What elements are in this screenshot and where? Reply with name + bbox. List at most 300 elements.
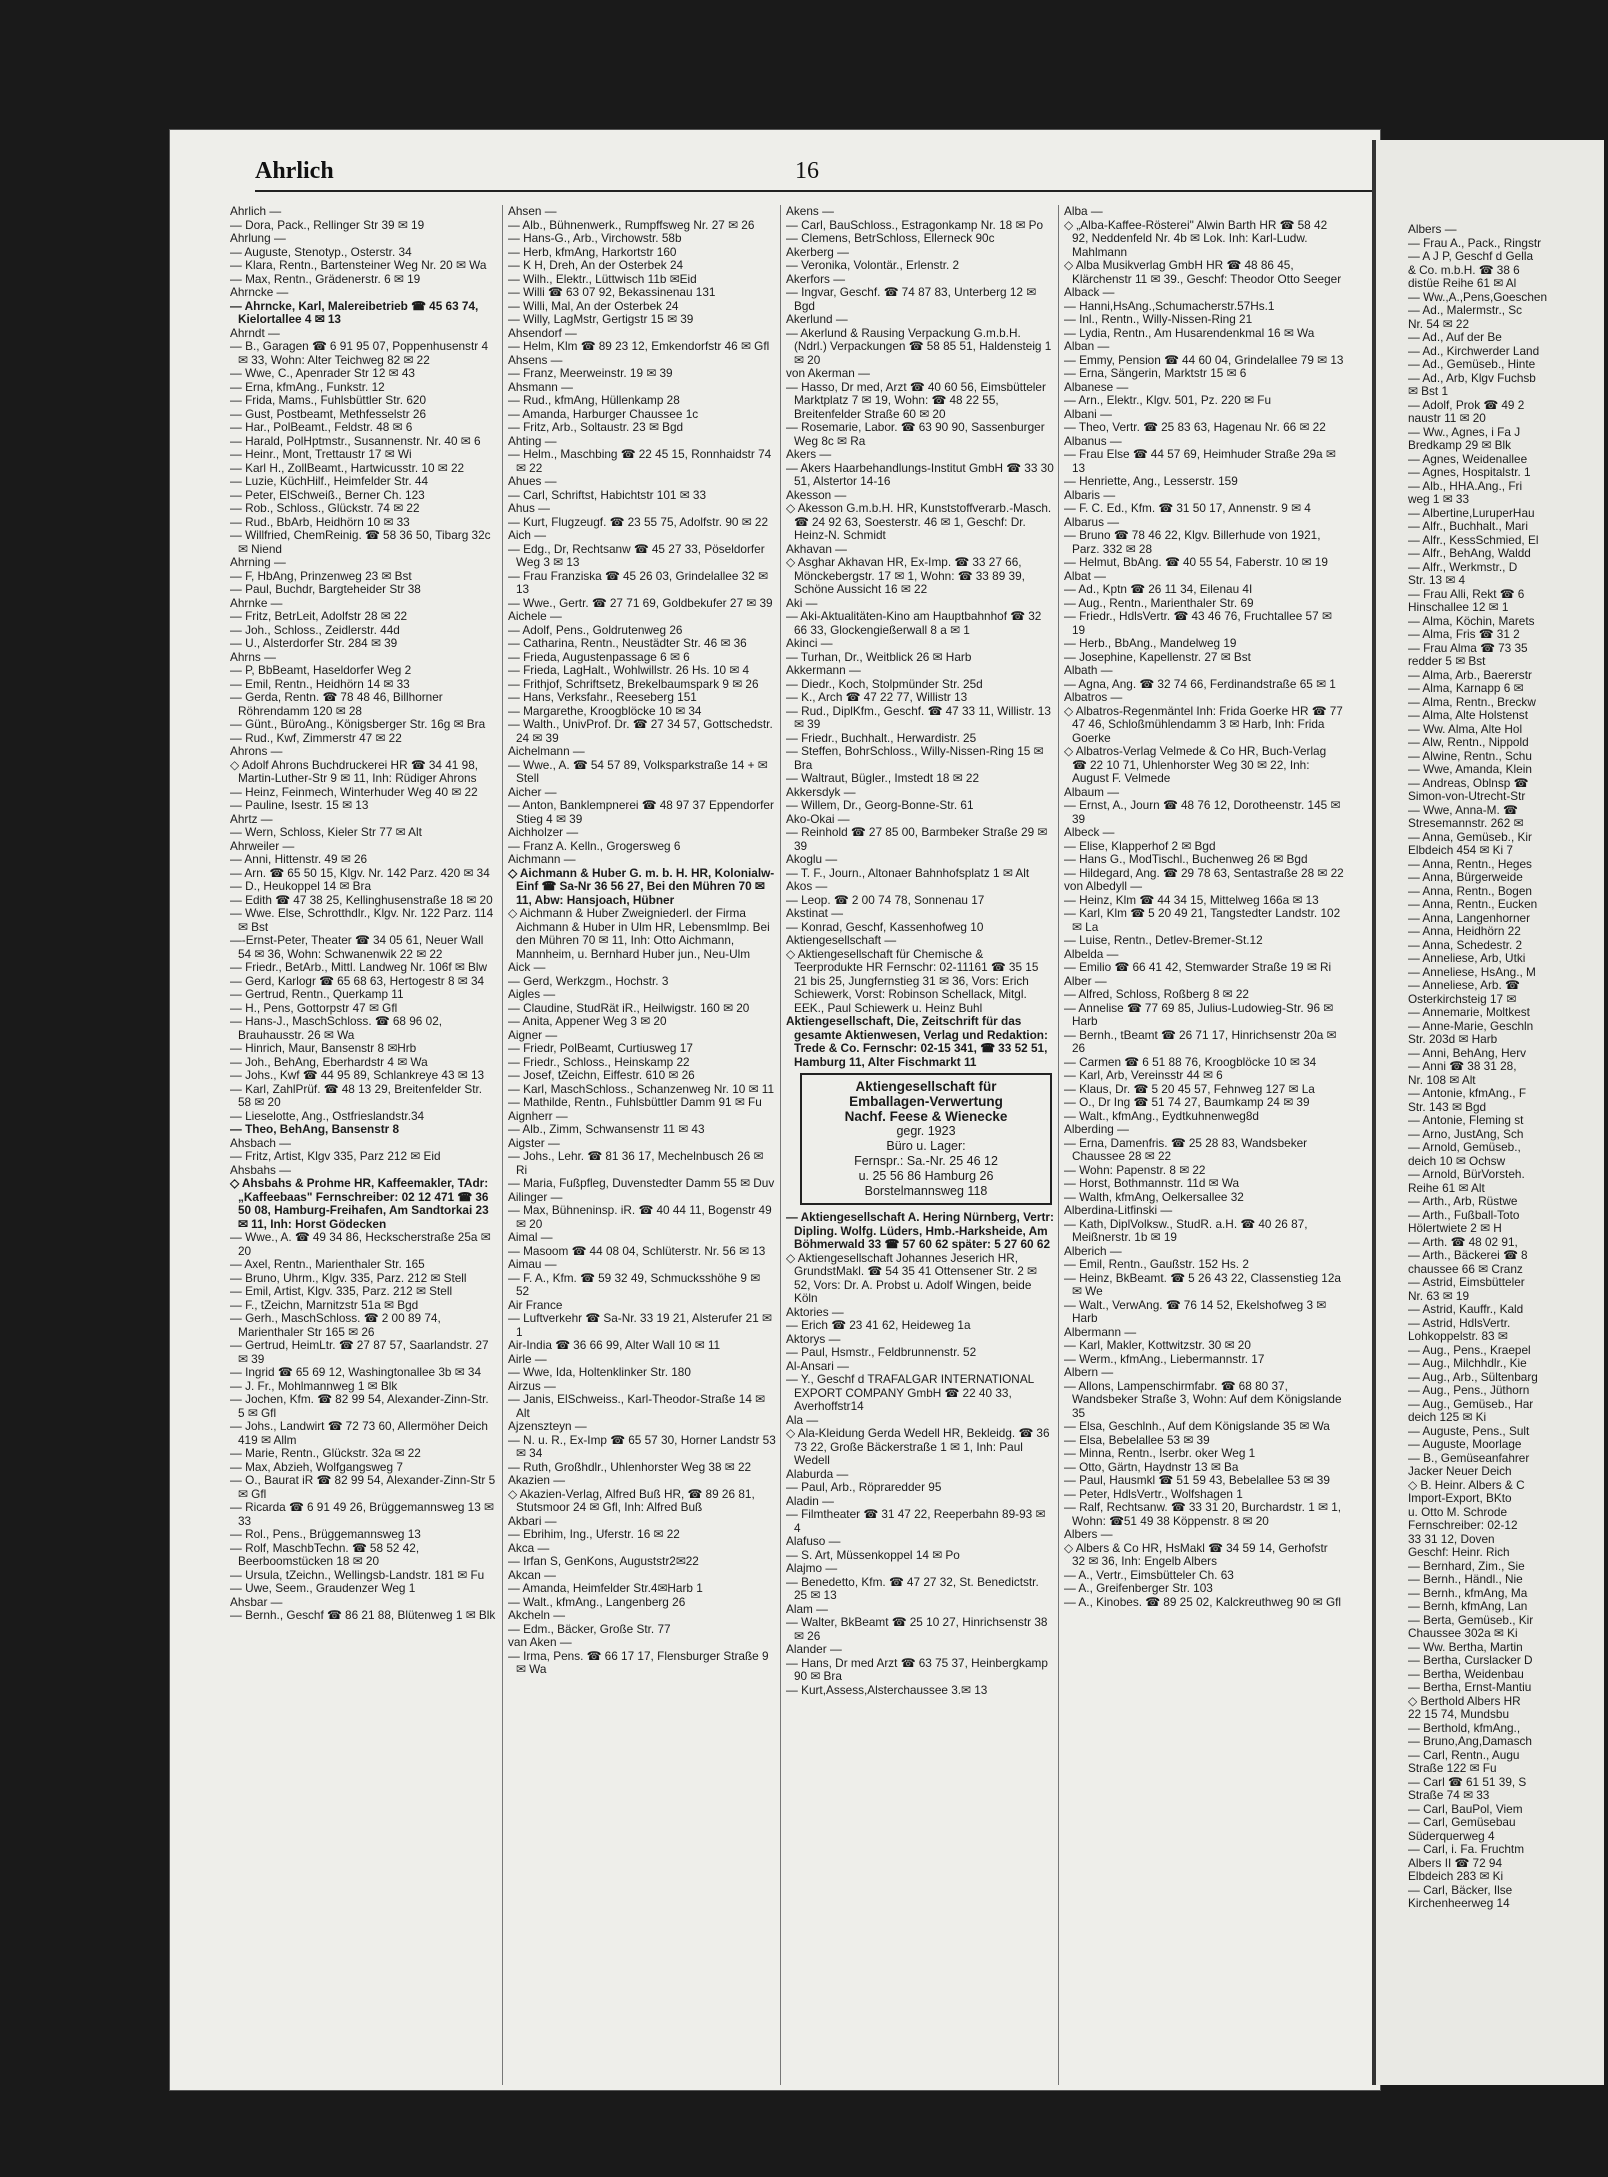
directory-entry: — Willi ☎ 63 07 92, Bekassinenau 131 <box>508 285 716 299</box>
directory-entry: — Rol., Pens., Brüggemannsweg 13 <box>230 1527 421 1541</box>
adjacent-page-entry: — Anneliese, Arb, Utki <box>1408 951 1526 965</box>
directory-entry: Aktorys — <box>786 1331 841 1346</box>
adjacent-page-entry: — Arth., Arb, Rüstwe <box>1408 1194 1518 1208</box>
directory-entry: von Albedyll — <box>1064 879 1143 893</box>
directory-entry: Akkermann — <box>786 663 861 677</box>
page-header <box>255 156 1375 192</box>
directory-entry: — Rud., Kwf, Zimmerstr 47 ✉ 22 <box>230 730 402 745</box>
directory-entry: ◇ Asghar Akhavan HR, Ex-Imp. ☎ 33 27 66, Mönckebergstr. 17 ✉ 1, Wohn: ☎ 33 89 39, Schöne Aussicht 16 ✉ 22 <box>786 555 1029 596</box>
directory-entry: — Auguste, Stenotyp., Osterstr. 34 <box>230 244 412 259</box>
adjacent-page-entry: Straße 122 ✉ Fu <box>1408 1761 1497 1775</box>
directory-entry: ◇ Ala-Kleidung Gerda Wedell HR, Bekleidg. ☎ 36 73 22, Große Bäckerstraße 1 ✉ 1, Inh: Paul Wedell <box>786 1426 1053 1467</box>
directory-entry: — Amanda, Heimfelder Str.4✉Harb 1 <box>508 1581 703 1595</box>
page-number: 16 <box>795 158 819 184</box>
directory-entry: Ahus — <box>508 501 550 515</box>
adjacent-page-entry: — Carl, i. Fa. Fruchtm <box>1408 1842 1525 1856</box>
directory-column-2 <box>508 204 780 2085</box>
adjacent-page-entry: — Wwe, Anna-M. ☎ <box>1408 802 1518 817</box>
directory-entry: Ahsendorf — <box>508 325 577 340</box>
directory-entry: — Günt., BüroAng., Königsberger Str. 16g ✉ Bra <box>230 717 486 731</box>
directory-entry: ◇ „Alba-Kaffee-Rösterei" Alwin Barth HR ☎ 58 42 92, Neddenfeld Nr. 4b ✉ Lok. Inh: Karl-Ludw. Mahlmann <box>1064 217 1331 259</box>
directory-entry: — Max, Rentn., Grädenerstr. 6 ✉ 19 <box>230 271 421 286</box>
adjacent-page-entry: — Anna, Gemüseb., Kir <box>1408 829 1532 844</box>
adjacent-page-entry: — Berta, Gemüseb., Kir <box>1408 1612 1534 1627</box>
directory-entry: — Frieda, LagHalt., Wohlwillstr. 26 Hs. 10 ✉ 4 <box>508 663 750 677</box>
directory-entry: — T. F., Journ., Altonaer Bahnhofsplatz 1 ✉ Alt <box>786 865 1030 880</box>
directory-entry: — A., Greifenberger Str. 103 <box>1064 1581 1213 1595</box>
directory-entry: — Helm., Maschbing ☎ 22 45 15, Ronnhaidstr 74 ✉ 22 <box>508 447 775 475</box>
directory-entry: — Aki-Aktualitäten-Kino am Hauptbahnhof ☎ 32 66 33, Glockengießerwall 8 a ✉ 1 <box>786 609 1045 637</box>
adjacent-page-entry: ◇ B. Heinr. Albers & C <box>1408 1477 1525 1492</box>
advertisement-box <box>800 1073 1052 1205</box>
adjacent-page-entry: — Carl, Gemüsebau <box>1408 1815 1516 1829</box>
directory-entry: Alberich — <box>1064 1243 1122 1258</box>
directory-entry: — Erna, Damenfris. ☎ 25 28 83, Wandsbeker Chaussee 28 ✉ 22 <box>1064 1135 1311 1163</box>
directory-entry: — Karl, Klm ☎ 5 20 49 21, Tangstedter Landstr. 102 ✉ La <box>1064 906 1344 934</box>
directory-entry: Alafuso — <box>786 1534 841 1548</box>
directory-entry: — Kurt, Flugzeugf. ☎ 23 55 75, Adolfstr. 90 ✉ 22 <box>508 514 769 529</box>
directory-entry: — Frithjof, Schriftsetz, Brekelbaumspark 9 ✉ 26 <box>508 676 759 691</box>
adjacent-page-entry: — Ad., Kirchwerder Land <box>1408 343 1540 358</box>
adjacent-page-entry: — Astrid, Kauffr., Kald <box>1408 1302 1524 1316</box>
directory-entry: Aigles — <box>508 987 556 1001</box>
directory-entry: — Willfried, ChemReinig. ☎ 58 36 50, Tibarg 32c ✉ Niend <box>230 528 494 556</box>
directory-entry: Alaburda — <box>786 1466 849 1481</box>
directory-entry: — Frida, Mams., Fuhlsbüttler Str. 620 <box>230 393 427 407</box>
adjacent-page-entry: 33 31 12, Doven <box>1408 1531 1495 1546</box>
adjacent-page-entry: — Anna, Bürgerweide <box>1408 870 1523 884</box>
directory-entry: — Axel, Rentn., Marienthaler Str. 165 <box>230 1257 425 1271</box>
directory-entry: — Emil, Artist, Klgv. 335, Parz. 212 ✉ Stell <box>230 1284 453 1298</box>
directory-entry: Ajzenszteyn — <box>508 1419 587 1433</box>
directory-entry: Akca — <box>508 1540 550 1555</box>
directory-entry: — O., Dr Ing ☎ 51 74 27, Baumkamp 24 ✉ 39 <box>1064 1095 1310 1109</box>
adjacent-page-entry: Hinschallee 12 ✉ 1 <box>1408 600 1509 614</box>
directory-entry: Ala — <box>786 1412 819 1427</box>
ad-line: gegr. 1923 <box>896 1124 956 1138</box>
directory-entry: Albat — <box>1064 568 1106 583</box>
adjacent-page-entry: — Ad., Gemüseb., Hinte <box>1408 357 1536 371</box>
directory-entry: Ahsbach — <box>230 1135 291 1150</box>
directory-entry: — Hans G., ModTischl., Buchenweg 26 ✉ Bgd <box>1064 852 1308 866</box>
adjacent-page-entry: — Ww. Alma, Alte Hol <box>1408 721 1523 736</box>
directory-entry: — Catharina, Rentn., Neustädter Str. 46 ✉ 36 <box>508 636 747 650</box>
adjacent-page-entry: — Alwine, Rentn., Schu <box>1408 748 1532 763</box>
directory-entry: — Karl, MaschSchloss., Schanzenweg Nr. 10 ✉ 11 <box>508 1081 775 1096</box>
adjacent-page-entry: — Frau Alli, Rekt ☎ 6 <box>1408 586 1525 601</box>
directory-entry: Albatros — <box>1064 690 1123 704</box>
directory-entry: — Walth, kfmAng, Oelkersallee 32 <box>1064 1189 1244 1204</box>
directory-entry: Air France <box>508 1297 563 1312</box>
directory-entry: — Josephine, Kapellenstr. 27 ✉ Bst <box>1064 649 1251 664</box>
directory-entry: — Wwe., A. ☎ 49 34 86, Heckscherstraße 25a ✉ 20 <box>230 1230 494 1258</box>
directory-entry: Aimal — <box>508 1230 553 1244</box>
directory-entry: — Otto, Gärtn, Haydnstr 13 ✉ Ba <box>1064 1459 1239 1474</box>
directory-entry: Ailinger — <box>508 1189 563 1204</box>
directory-entry: — Rud., BbArb, Heidhörn 10 ✉ 33 <box>230 514 410 529</box>
column-divider <box>502 205 503 2085</box>
directory-entry: Ahrons — <box>230 744 283 758</box>
directory-entry: Aladin — <box>786 1493 834 1508</box>
directory-entry: — Rud., DiplKfm., Geschf. ☎ 47 33 11, Willistr. 13 ✉ 39 <box>786 703 1055 731</box>
directory-entry: Akinci — <box>786 636 833 650</box>
directory-entry: Albani — <box>1064 406 1112 421</box>
directory-entry: ◇ Akazien-Verlag, Alfred Buß HR, ☎ 89 26 81, Stutsmoor 24 ✉ Gfl, Inh: Alfred Buß <box>508 1486 759 1514</box>
adjacent-page-entry: Reihe 61 ✉ Alt <box>1408 1180 1485 1195</box>
adjacent-page-entry: Süderquerweg 4 <box>1408 1828 1495 1843</box>
directory-entry: — A., Vertr., Eimsbütteler Ch. 63 <box>1064 1567 1234 1582</box>
adjacent-page-entry: — Agnes, Hospitalstr. 1 <box>1408 465 1531 479</box>
adjacent-page-entry: — Berthold, kfmAng., <box>1408 1720 1521 1735</box>
adjacent-page-entry: Kirchenheerweg 14 <box>1408 1896 1510 1910</box>
directory-entry: — Y., Geschf d TRAFALGAR INTERNATIONAL EXPORT COMPANY GmbH ☎ 22 40 33, Averhoffstr14 <box>786 1372 1038 1413</box>
directory-entry: — U., Alsterdorfer Str. 284 ✉ 39 <box>230 636 398 650</box>
directory-entry: — F. C. Ed., Kfm. ☎ 31 50 17, Annenstr. 9 ✉ 4 <box>1064 501 1311 515</box>
directory-column-4 <box>1064 204 1347 2085</box>
directory-entry: Albanus — <box>1064 433 1122 448</box>
adjacent-page-entry: Albers II ☎ 72 94 <box>1408 1855 1503 1870</box>
adjacent-page-entry: — Anneliese, HsAng., M <box>1408 964 1536 979</box>
directory-entry: — Luise, Rentn., Detlev-Bremer-St.12 <box>1064 933 1263 947</box>
adjacent-page-entry: Bredkamp 29 ✉ Blk <box>1408 438 1511 452</box>
ad-line: Emballagen-Verwertung <box>849 1094 1003 1109</box>
adjacent-page-entry: — Albertine,LuruperHau <box>1408 505 1535 520</box>
adjacent-page-entry: — Ad., Arb, Klgv Fuchsb <box>1408 370 1536 385</box>
directory-entry: Albers — <box>1064 1527 1113 1541</box>
directory-entry: — Har., PolBeamt., Feldstr. 48 ✉ 6 <box>230 420 413 434</box>
adjacent-page-entry: — Arnold, Gemüseb., <box>1408 1140 1521 1154</box>
directory-entry: — Marie, Rentn., Glückstr. 32a ✉ 22 <box>230 1446 421 1460</box>
directory-entry: — Karl, Makler, Kottwitzstr. 30 ✉ 20 <box>1064 1338 1251 1352</box>
directory-entry: — Janis, ElSchweiss., Karl-Theodor-Straße 14 ✉ Alt <box>508 1392 768 1420</box>
directory-entry: Akcheln — <box>508 1608 566 1622</box>
directory-entry: — Benedetto, Kfm. ☎ 47 27 32, St. Benedictstr. 25 ✉ 13 <box>786 1574 1043 1602</box>
directory-entry: — Frau Franziska ☎ 45 26 03, Grindelallee 32 ✉ 13 <box>508 568 772 596</box>
directory-entry: — Ad., Kptn ☎ 26 11 34, Eilenau 4I <box>1064 582 1253 596</box>
adjacent-page-entry: — Bernh, kfmAng, Lan <box>1408 1599 1528 1613</box>
adjacent-page-entry: 22 15 74, Mundsbu <box>1408 1707 1510 1721</box>
adjacent-page-entry: — Arno, JustAng, Sch <box>1408 1126 1524 1141</box>
adjacent-page-entry: distüe Reihe 61 ✉ Al <box>1408 276 1517 290</box>
directory-entry: — Wwe., A. ☎ 54 57 89, Volksparkstraße 14 + ✉ Stell <box>508 757 771 785</box>
directory-entry: Ahrtz — <box>230 811 273 826</box>
adjacent-page-entry: Nr. 54 ✉ 22 <box>1408 316 1470 331</box>
directory-entry: — Klaus, Dr. ☎ 5 20 45 57, Fehnweg 127 ✉ La <box>1064 1081 1315 1096</box>
directory-entry: — Anita, Appener Weg 3 ✉ 20 <box>508 1014 667 1028</box>
directory-entry: — Ursula, tZeichn., Wellingsb-Landstr. 181 ✉ Fu <box>230 1567 485 1582</box>
adjacent-page-entry: — Alfr., BehAng, Waldd <box>1408 546 1531 560</box>
ad-line: u. 25 56 86 Hamburg 26 <box>858 1169 994 1183</box>
directory-entry: Albarus — <box>1064 514 1120 529</box>
directory-entry: — Heinr., Mont, Trettaustr 17 ✉ Wi <box>230 447 412 461</box>
adjacent-page-entry: — Bernh., Händl., Nie <box>1408 1572 1523 1586</box>
directory-entry: — Jochen, Kfm. ☎ 82 99 54, Alexander-Zinn-Str. 5 ✉ Gfl <box>230 1392 492 1420</box>
directory-entry: — Harald, PolHptmstr., Susannenstr. Nr. 40 ✉ 6 <box>230 433 481 448</box>
adjacent-page-entry: — Adolf, Prok ☎ 49 2 <box>1408 397 1525 412</box>
adjacent-page-entry: — Ww.,A.,Pens,Goeschen <box>1408 289 1547 304</box>
adjacent-page-entry: Chaussee 302a ✉ Ki <box>1408 1626 1518 1640</box>
adjacent-page-entry: — Auguste, Pens., Sult <box>1408 1423 1530 1438</box>
directory-entry: — Aktiengesellschaft A. Hering Nürnberg, Vertr: Dipling. Wolfg. Lüders, Hmb.-Harksheide, Am Böhmerwald 33 ☎ 57 60 62 später: 5 27 60 62 <box>786 1210 1058 1251</box>
directory-entry: — Aug., Rentn., Marienthaler Str. 69 <box>1064 595 1254 610</box>
adjacent-page-entry: — Alfr., KessSchmied, El <box>1408 532 1539 547</box>
directory-entry: — Erich ☎ 23 41 62, Heideweg 1a <box>786 1318 971 1332</box>
directory-entry: Akoglu — <box>786 852 838 866</box>
directory-entry: — Erna, Sängerin, Marktstr 15 ✉ 6 <box>1064 366 1247 380</box>
directory-entry: Ahsbar — <box>230 1594 283 1609</box>
directory-entry: Alam — <box>786 1601 828 1616</box>
directory-entry: — Gertrud, Rentn., Querkamp 11 <box>230 987 404 1001</box>
adjacent-page-entry: — Alw, Rentn., Nippold <box>1408 735 1529 749</box>
directory-entry: — Carl, Schriftst, Habichtstr 101 ✉ 33 <box>508 487 707 502</box>
directory-entry: — Heinz, Klm ☎ 44 34 15, Mittelweg 166a ✉ 13 <box>1064 892 1319 907</box>
directory-entry: — Emmy, Pension ☎ 44 60 04, Grindelallee 79 ✉ 13 <box>1064 352 1344 367</box>
directory-entry: — B., Garagen ☎ 6 91 95 07, Poppenhusenstr 4 ✉ 33, Wohn: Alter Teichweg 82 ✉ 22 <box>230 339 492 367</box>
adjacent-page-entry: — Alma, Fris ☎ 31 2 <box>1408 627 1520 641</box>
directory-entry: — Karl, ZahlPrüf. ☎ 48 13 29, Breitenfelder Str. 58 ✉ 20 <box>230 1081 486 1109</box>
directory-entry: Aicher — <box>508 784 557 799</box>
adjacent-page-entry: Nr. 108 ✉ Alt <box>1408 1072 1476 1087</box>
adjacent-page-entry: Straße 74 ✉ 33 <box>1408 1788 1490 1802</box>
directory-entry: — Hans-J., MaschSchloss. ☎ 68 96 02, Brauhausstr. 26 ✉ Wa <box>230 1014 446 1042</box>
directory-entry: — Joh., BehAng, Eberhardstr 4 ✉ Wa <box>230 1054 428 1069</box>
directory-entry: — K H, Dreh, An der Osterbek 24 <box>508 258 684 272</box>
directory-entry: — Hasso, Dr med, Arzt ☎ 40 60 56, Eimsbütteler Marktplatz 7 ✉ 19, Wohn: ☎ 48 22 55, Breitenfelder Straße 60 ✉ 20 <box>786 379 1050 421</box>
directory-entry: — Joh., Schloss., Zeidlerstr. 44d <box>230 622 400 637</box>
directory-entry: — Edith ☎ 47 38 25, Kellinghusenstraße 18 ✉ 20 <box>230 892 493 907</box>
directory-entry: — Alfred, Schloss, Roßberg 8 ✉ 22 <box>1064 987 1249 1001</box>
directory-entry: — Wern, Schloss, Kieler Str 77 ✉ Alt <box>230 825 422 839</box>
directory-entry: ◇ Albers & Co HR, HsMakl ☎ 34 59 14, Gerhofstr 32 ✉ 36, Inh: Engelb Albers <box>1064 1540 1332 1568</box>
directory-entry: — Pauline, Isestr. 15 ✉ 13 <box>230 798 369 812</box>
directory-entry: — Willy, LagMstr, Gertigstr 15 ✉ 39 <box>508 312 694 326</box>
directory-entry: — Inl., Rentn., Willy-Nissen-Ring 21 <box>1064 312 1253 326</box>
directory-entry: — Steffen, BohrSchloss., Willy-Nissen-Ring 15 ✉ Bra <box>786 744 1047 772</box>
directory-entry: ◇ Aichmann & Huber Zweigniederl. der Firma Aichmann & Huber in Ulm HR, Lebensmlmp. Bei den Mühren 70 ✉ 11, Inh: Otto Aichmann, Mannheim, u. Bernhard Huber jun., Neu-Ulm <box>508 906 774 961</box>
directory-entry: — Reinhold ☎ 27 85 00, Barmbeker Straße 29 ✉ 39 <box>786 825 1051 853</box>
directory-entry: Aignherr — <box>508 1108 568 1123</box>
directory-entry: Akhavan — <box>786 541 847 556</box>
directory-entry: Alander — <box>786 1642 842 1656</box>
directory-entry: — Peter, ElSchweiß., Berner Ch. 123 <box>230 487 425 502</box>
directory-entry: — Turhan, Dr., Weitblick 26 ✉ Harb <box>786 649 972 664</box>
adjacent-page-entry: — Ww., Agnes, i Fa J <box>1408 424 1521 439</box>
directory-entry: — H., Pens, Gottorpstr 47 ✉ Gfl <box>230 1000 398 1015</box>
adjacent-page-entry: — Wwe, Amanda, Klein <box>1408 762 1532 776</box>
directory-entry: — Arn. ☎ 65 50 15, Klgv. Nr. 142 Parz. 420 ✉ 34 <box>230 865 490 880</box>
directory-entry: Akstinat — <box>786 906 844 920</box>
directory-entry: — Walt., VerwAng. ☎ 76 14 52, Ekelshofweg 3 ✉ Harb <box>1064 1297 1330 1325</box>
directory-entry: — Walt., kfmAng., Langenberg 26 <box>508 1594 686 1609</box>
directory-entry: Ahrns — <box>230 649 276 664</box>
directory-entry: — Bernh., Geschf ☎ 86 21 88, Blütenweg 1 ✉ Blk <box>230 1608 496 1622</box>
directory-entry: — Johs., Lehr. ☎ 81 36 17, Mechelnbusch 26 ✉ Ri <box>508 1149 767 1177</box>
directory-entry: — Margarethe, Kroogblöcke 10 ✉ 34 <box>508 703 702 718</box>
directory-column-1 <box>230 205 498 2085</box>
adjacent-page-entry: — B., Gemüseanfahrer <box>1408 1450 1530 1465</box>
directory-entry: Ahues — <box>508 474 557 488</box>
adjacent-page-entry: — Alfr., Buchhalt., Mari <box>1408 519 1528 533</box>
directory-entry: — Gerd, Werkzgm., Hochstr. 3 <box>508 973 669 988</box>
directory-entry: — Ralf, Rechtsanw. ☎ 33 31 20, Burchardstr. 1 ✉ 1, Wohn: ☎51 49 38 Köppenstr. 8 ✉ 20 <box>1064 1500 1345 1528</box>
directory-entry: ◇ Akesson G.m.b.H. HR, Kunststoffverarb.-Masch. ☎ 24 92 63, Soesterstr. 46 ✉ 1, Geschf: Dr. Heinz-N. Schmidt <box>786 501 1055 542</box>
adjacent-page-entry: Stresemannstr. 262 ✉ <box>1408 816 1524 830</box>
directory-entry: ◇ Aktiengesellschaft für Chemische & Teerprodukte HR Fernschr: 02-11161 ☎ 35 15 21 bis 25, Jungfernstieg 31 ✉ 36, Vors: Erich Schiewerk, Vorst: Robinson Schellack, Mitgl. EEK., Paul Schiewerk u. Heinz Buhl <box>786 946 1042 1015</box>
directory-entry: — Irma, Pens. ☎ 66 17 17, Flensburger Straße 9 ✉ Wa <box>508 1648 772 1676</box>
directory-entry: ◇ Aichmann & Huber G. m. b. H. HR, Kolonialw-Einf ☎ Sa-Nr 36 56 27, Bei den Mühren 70 ✉ 11, Abw: Hansjoach, Hübner <box>508 865 775 907</box>
directory-entry: — Hans-G., Arb., Virchowstr. 58b <box>508 231 682 245</box>
directory-entry: — Diedr., Koch, Stolpmünder Str. 25d <box>786 676 983 691</box>
directory-entry: — Fritz, BetrLeit, Adolfstr 28 ✉ 22 <box>230 609 408 623</box>
directory-entry: — Hildegard, Ang. ☎ 29 78 63, Sentastraße 28 ✉ 22 <box>1064 865 1344 880</box>
ad-line: Aktiengesellschaft für <box>855 1079 997 1094</box>
directory-entry: — Anton, Banklempnerei ☎ 48 97 37 Eppendorfer Stieg 4 ✉ 39 <box>508 798 778 826</box>
adjacent-page-entry: — Arth., Fußball-Toto <box>1408 1207 1520 1222</box>
directory-entry: — Heinz, Feinmech, Winterhuder Weg 40 ✉ 22 <box>230 784 478 799</box>
directory-entry: — Walter, BkBeamt ☎ 25 10 27, Hinrichsenstr 38 ✉ 26 <box>786 1615 1051 1643</box>
adjacent-page-entry: Str. 13 ✉ 4 <box>1408 573 1466 587</box>
directory-entry: Aktiengesellschaft, Die, Zeitschrift für das gesamte Aktienwesen, Verlag und Redaktion: Trede & Co. Fernschr: 02-15 341, ☎ 33 52 51, Hamburg 11, Alter Fischmarkt 11 <box>786 1014 1052 1069</box>
directory-entry: — Karl, Arb, Vereinsstr 44 ✉ 6 <box>1064 1068 1223 1082</box>
directory-entry: Aichholzer — <box>508 825 579 839</box>
directory-entry: Akerlund — <box>786 312 848 326</box>
adjacent-page-entry: — Bernh., kfmAng, Ma <box>1408 1585 1528 1600</box>
directory-entry: Aktories — <box>786 1304 844 1319</box>
adjacent-page-entry: — Aug., Gemüseb., Har <box>1408 1396 1534 1411</box>
directory-entry: Aki — <box>786 595 818 610</box>
directory-entry: Alber — <box>1064 973 1107 988</box>
directory-entry: — Helm, Klm ☎ 89 23 12, Emkendorfstr 46 ✉ Gfl <box>508 339 770 353</box>
directory-entry: — Arn., Elektr., Klgv. 501, Pz. 220 ✉ Fu <box>1064 393 1272 407</box>
directory-entry: — Willem, Dr., Georg-Bonne-Str. 61 <box>786 798 974 812</box>
adjacent-page-entry: — Alma, Karnapp 6 ✉ <box>1408 681 1524 695</box>
adjacent-page-entry: Str. 143 ✉ Bgd <box>1408 1099 1487 1114</box>
directory-entry: — Paul, Arb., Röpraredder 95 <box>786 1480 942 1494</box>
directory-entry: — Franz A. Kelln., Grogersweg 6 <box>508 838 681 853</box>
directory-entry: — Emil, Rentn., Gaußstr. 152 Hs. 2 <box>1064 1257 1249 1271</box>
adjacent-page-entry: Nr. 63 ✉ 19 <box>1408 1288 1470 1303</box>
directory-entry: von Akerman — <box>786 366 870 380</box>
directory-entry: Al-Ansari — <box>786 1358 849 1373</box>
directory-entry: — Wwe. Else, Schrotthdlr., Klgv. Nr. 122 Parz. 114 ✉ Bst <box>230 906 497 934</box>
directory-entry: Albern — <box>1064 1365 1114 1379</box>
adjacent-page-entry: Fernschreiber: 02-12 <box>1408 1518 1518 1532</box>
directory-entry: Ahsbahs — <box>230 1162 291 1177</box>
directory-entry: — Konrad, Geschf, Kassenhofweg 10 <box>786 919 984 934</box>
adjacent-page-entry: — Bertha, Curslacker D <box>1408 1653 1533 1667</box>
directory-entry: — Frau Else ☎ 44 57 69, Heimhuder Straße 29a ✉ 13 <box>1064 447 1340 475</box>
directory-entry: ◇ Adolf Ahrons Buchdruckerei HR ☎ 34 41 98, Martin-Luther-Str 9 ✉ 11, Inh: Rüdiger Ahrons <box>230 757 482 785</box>
adjacent-page-entry: — Anneliese, Arb. ☎ <box>1408 978 1520 992</box>
directory-entry: — Hinrich, Maur, Bansenstr 8 ✉Hrb <box>230 1041 417 1055</box>
directory-entry: — Klara, Rentn., Bartensteiner Weg Nr. 20 ✉ Wa <box>230 258 487 272</box>
page-title: Ahrlich <box>255 158 334 184</box>
adjacent-page-entry: — Ww. Bertha, Martin <box>1408 1639 1523 1654</box>
adjacent-page-entry: Elbdeich 454 ✉ Ki 7 <box>1408 843 1513 857</box>
adjacent-page-entry: — Alma, Köchin, Marets <box>1408 613 1535 628</box>
directory-entry: — Wilh., Elektr., Lüttwisch 11b ✉Eid <box>508 271 697 286</box>
directory-entry: — Emilio ☎ 66 41 42, Stemwarder Straße 19 ✉ Ri <box>1064 960 1332 974</box>
adjacent-page-entry: Hölertwiete 2 ✉ H <box>1408 1221 1502 1235</box>
directory-entry: Alberdina-Litfinski — <box>1064 1203 1173 1217</box>
directory-entry: — Agna, Ang. ☎ 32 74 66, Ferdinandstraße 65 ✉ 1 <box>1064 676 1336 691</box>
directory-entry: — Josef, tZeichn, Eiffestr. 610 ✉ 26 <box>508 1068 695 1082</box>
adjacent-page-entry: Import-Export, BKto <box>1408 1491 1512 1505</box>
directory-entry: Ahrlung — <box>230 231 286 245</box>
adjacent-page-entry: weg 1 ✉ 33 <box>1408 492 1470 506</box>
adjacent-page-entry: — Alma, Arb., Baererstr <box>1408 667 1532 682</box>
adjacent-page-entry: Elbdeich 283 ✉ Ki <box>1408 1869 1504 1883</box>
directory-entry: — Erna, kfmAng., Funkstr. 12 <box>230 379 385 394</box>
directory-entry: Ahsmann — <box>508 379 573 394</box>
directory-entry: — Frieda, Augustenpassage 6 ✉ 6 <box>508 649 690 664</box>
directory-column-3 <box>786 204 1058 2085</box>
directory-entry: — Elise, Klapperhof 2 ✉ Bgd <box>1064 838 1216 853</box>
directory-entry: — Maria, Fußpfleg, Duvenstedter Damm 55 ✉ Duv <box>508 1176 775 1190</box>
adjacent-page-entry: — Arth., Bäckerei ☎ 8 <box>1408 1248 1528 1262</box>
directory-entry: — Walt., kfmAng., Eydtkuhnenweg8d <box>1064 1108 1259 1123</box>
adjacent-page-entry: — Alma, Alte Holstenst <box>1408 708 1528 722</box>
adjacent-page-entry: — Andreas, Oblnsp ☎ <box>1408 775 1529 790</box>
adjacent-page-entry: — Ad., Auf der Be <box>1408 330 1502 344</box>
adjacent-page-entry: — Frau Alma ☎ 73 35 <box>1408 640 1528 655</box>
adjacent-page-entry: Lohkoppelstr. 83 ✉ <box>1408 1329 1508 1343</box>
adjacent-page-entry: — Alfr., Werkmstr., D <box>1408 559 1518 574</box>
directory-entry: — Paul, Hausmkl ☎ 51 59 43, Bebelallee 53 ✉ 39 <box>1064 1473 1330 1487</box>
directory-entry: Akos — <box>786 879 828 893</box>
adjacent-page-entry: — Carl, Bäcker, Ilse <box>1408 1882 1513 1897</box>
directory-entry: — Fritz, Arb., Soltaustr. 23 ✉ Bgd <box>508 420 684 434</box>
directory-entry: — Gertrud, HeimLtr. ☎ 27 87 57, Saarlandstr. 27 ✉ 39 <box>230 1338 492 1366</box>
adjacent-page-entry: — Anna, Rentn., Eucken <box>1408 897 1538 911</box>
adjacent-page-entry: — Aug., Arb., Sültenbarg <box>1408 1369 1538 1384</box>
adjacent-page-entry: Albers — <box>1408 222 1457 236</box>
adjacent-page-entry: — Astrid, Eimsbütteler <box>1408 1275 1525 1289</box>
directory-entry: — Rolf, MaschbTechn. ☎ 58 52 42, Beerboomstücken 18 ✉ 20 <box>230 1540 423 1568</box>
adjacent-page-entry: — Anna, Langenhorner <box>1408 910 1530 925</box>
directory-entry: — Max, Abzieh, Wolfgangsweg 7 <box>230 1459 403 1474</box>
adjacent-page-entry: — Anni ☎ 38 31 28, <box>1408 1059 1517 1073</box>
directory-entry: — Walth., UnivProf. Dr. ☎ 27 34 57, Gottschedstr. 24 ✉ 39 <box>508 717 776 745</box>
directory-entry: — Gust, Postbeamt, Methfesselstr 26 <box>230 406 427 421</box>
adjacent-page-entry: Simon-von-Utrecht-Str <box>1408 789 1526 803</box>
adjacent-page-entry: Geschf: Heinr. Rich <box>1408 1545 1510 1559</box>
directory-entry: — Edm., Bäcker, Große Str. 77 <box>508 1621 671 1636</box>
adjacent-page-entry: — Agnes, Weidenallee <box>1408 451 1528 466</box>
directory-entry: Akesson — <box>786 487 847 502</box>
adjacent-page-entry: — Arth. ☎ 48 02 91, <box>1408 1234 1518 1249</box>
directory-entry: Ahrlich — <box>230 204 282 218</box>
directory-entry: Aigster — <box>508 1135 560 1150</box>
directory-entry: — Alb., Zimm, Schwansenstr 11 ✉ 43 <box>508 1122 705 1136</box>
directory-entry: — Ahrncke, Karl, Malereibetrieb ☎ 45 63 74, Kielortallee 4 ✉ 13 <box>230 298 482 326</box>
adjacent-page-entry: — Anna, Schedestr. 2 <box>1408 937 1523 952</box>
directory-entry: ◇ Alba Musikverlag GmbH HR ☎ 48 86 45, Klärchenstr 11 ✉ 39., Geschf: Theodor Otto Seeger <box>1064 258 1342 286</box>
directory-entry: — Rosemarie, Labor. ☎ 63 90 90, Sassenburger Weg 8c ✉ Ra <box>786 420 1048 448</box>
adjacent-page-entry: — Ad., Malermstr., Sc <box>1408 303 1523 317</box>
directory-entry: Akazien — <box>508 1473 566 1487</box>
directory-entry: Ahting — <box>508 433 557 448</box>
directory-entry: Ahrnke — <box>230 595 283 610</box>
directory-entry: Akkersdyk — <box>786 784 856 799</box>
adjacent-page-entry: — Annemarie, Moltkest <box>1408 1005 1530 1019</box>
adjacent-page-entry: — Aug., Pens., Kraepel <box>1408 1342 1531 1357</box>
directory-entry: Akbari — <box>508 1513 557 1528</box>
directory-entry: — Emil, Rentn., Heidhörn 14 ✉ 33 <box>230 676 410 691</box>
directory-entry: — Leop. ☎ 2 00 74 78, Sonnenau 17 <box>786 892 985 907</box>
directory-entry: — Friedr., Schloss., Heinskamp 22 <box>508 1054 690 1069</box>
adjacent-page-entry: — Aug., Milchhdlr., Kie <box>1408 1356 1527 1370</box>
